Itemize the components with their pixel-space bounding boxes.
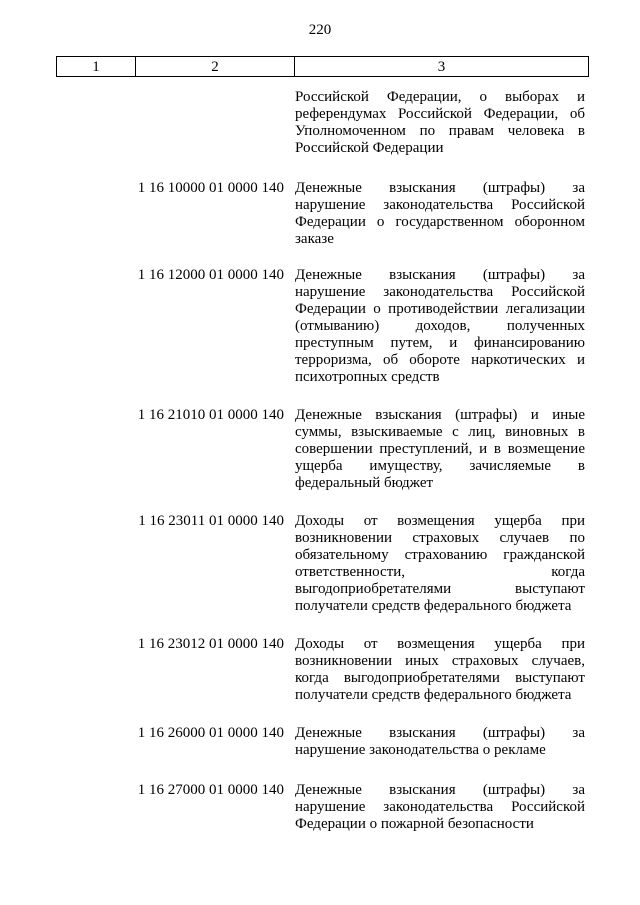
row-code: 1 16 21010 01 0000 140 bbox=[137, 407, 284, 423]
column-header-1: 1 bbox=[57, 57, 136, 77]
row-description: Денежные взыскания (штрафы) за нарушение законодательства Российской Федерации о государственном оборонном заказе bbox=[295, 180, 585, 247]
row-description: Доходы от возмещения ущерба при возникновении страховых случаев по обязательному страхованию гражданской ответственности, когда выгодоприобретателями выступают получатели средств федерального бюджета bbox=[295, 513, 585, 614]
row-description: Денежные взыскания (штрафы) за нарушение законодательства Российской Федерации о пожарной безопасности bbox=[295, 782, 585, 832]
row-code: 1 16 23011 01 0000 140 bbox=[138, 513, 284, 529]
table-header bbox=[56, 56, 589, 77]
page-number: 220 bbox=[308, 22, 332, 38]
table-header-row bbox=[57, 57, 589, 77]
row-code: 1 16 27000 01 0000 140 bbox=[137, 782, 284, 798]
row-code: 1 16 26000 01 0000 140 bbox=[137, 725, 284, 741]
continuation-text: Российской Федерации, о выборах и референдумах Российской Федерации, об Уполномоченном по правам человека в Российской Федерации bbox=[295, 89, 585, 156]
row-description: Денежные взыскания (штрафы) и иные суммы, взыскиваемые с лиц, виновных в совершении преступлений, и в возмещение ущерба имуществу, зачисляемые в федеральный бюджет bbox=[295, 407, 585, 491]
row-code: 1 16 10000 01 0000 140 bbox=[137, 180, 284, 196]
row-description: Доходы от возмещения ущерба при возникновении иных страховых случаев, когда выгодоприобретателями выступают получатели средств федерального бюджета bbox=[295, 636, 585, 703]
row-description: Денежные взыскания (штрафы) за нарушение законодательства о рекламе bbox=[295, 725, 585, 758]
row-description: Денежные взыскания (штрафы) за нарушение законодательства Российской Федерации о противодействии легализации (отмыванию) доходов, полученных преступным путем, и финансированию терроризма, об обороте наркотических и психотропных средств bbox=[295, 267, 585, 385]
row-code: 1 16 23012 01 0000 140 bbox=[137, 636, 284, 652]
column-header-2: 2 bbox=[136, 57, 295, 77]
column-header-3: 3 bbox=[295, 57, 589, 77]
row-code: 1 16 12000 01 0000 140 bbox=[137, 267, 284, 283]
